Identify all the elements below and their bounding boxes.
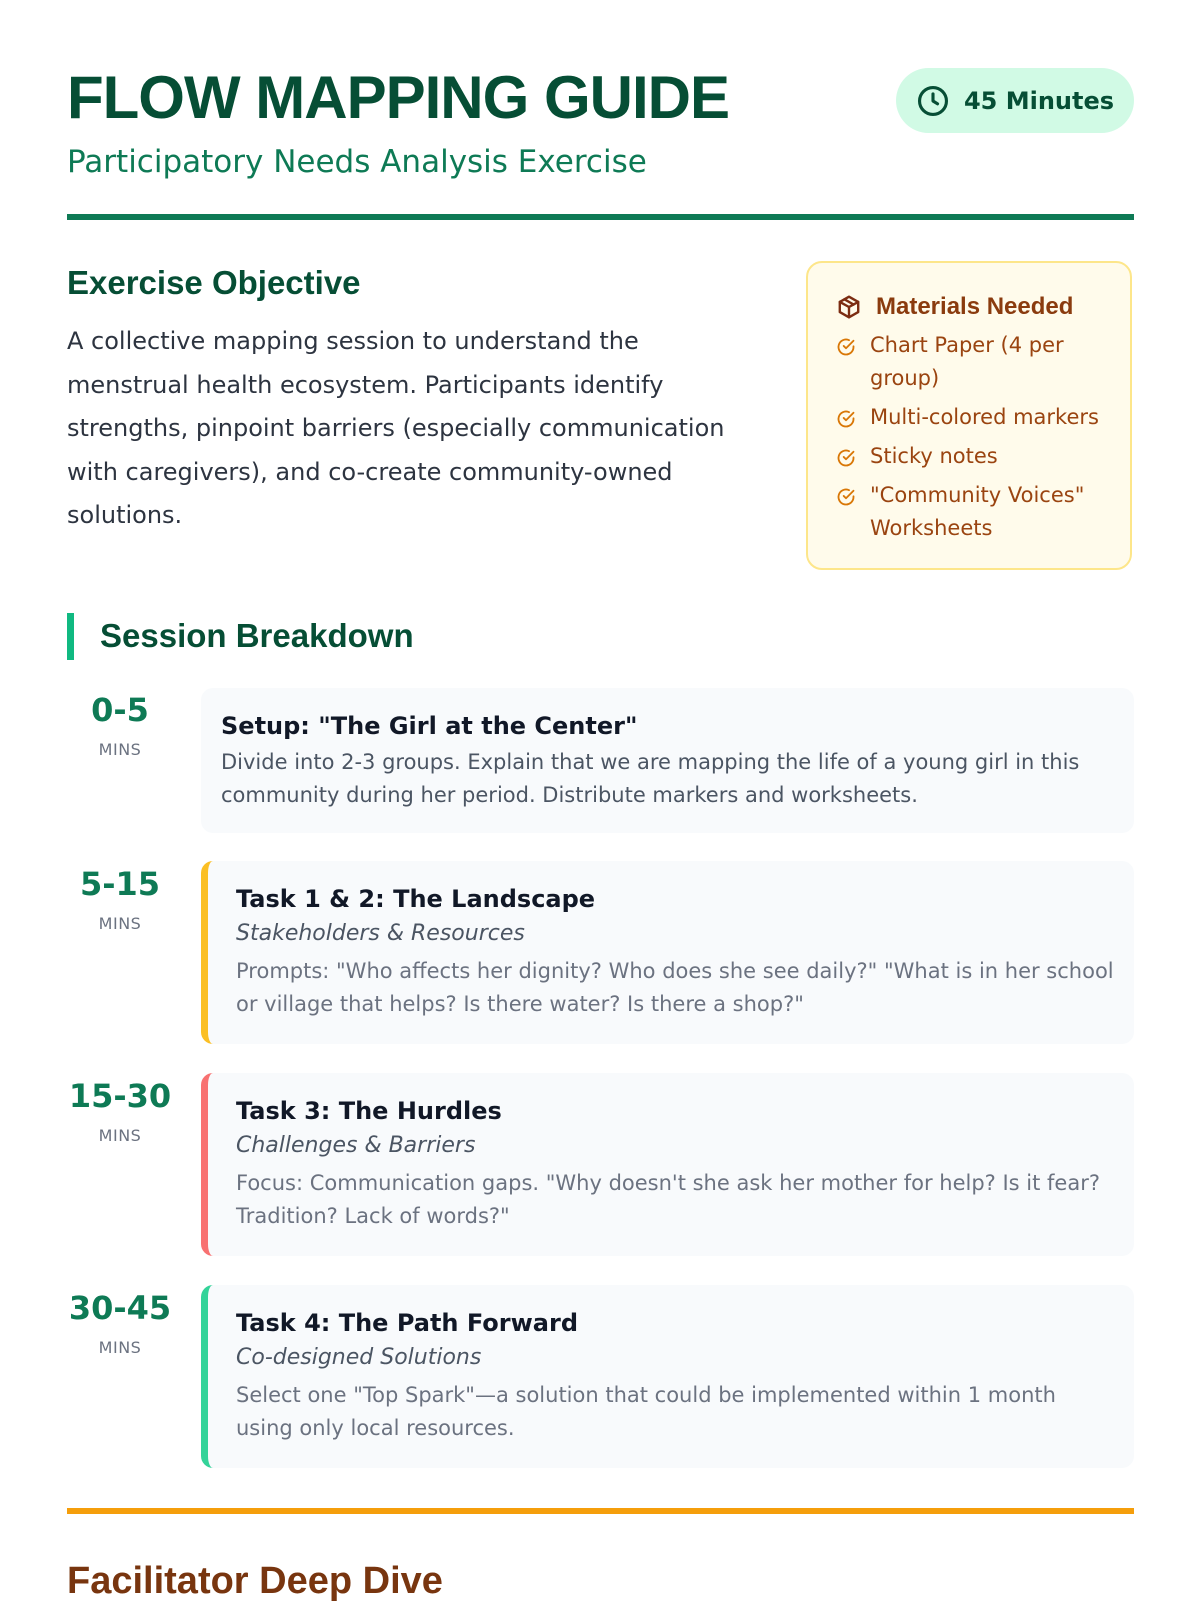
header-divider (67, 214, 1134, 220)
step-time-range: 15-30 (68, 1077, 172, 1115)
step-card-landscape (201, 861, 1134, 1044)
check-circle-icon (836, 487, 856, 507)
step-card-path-forward (201, 1285, 1134, 1468)
materials-item-label: Chart Paper (4 per group) (870, 333, 1064, 390)
session-heading: Session Breakdown (100, 617, 414, 654)
materials-title (836, 289, 1130, 325)
objective-heading: Exercise Objective (67, 264, 361, 301)
materials-item-label: Sticky notes (870, 444, 998, 468)
step-title: Task 3: The Hurdles (236, 1097, 502, 1125)
step-title: Task 4: The Path Forward (236, 1309, 578, 1337)
step-card-hurdles (201, 1073, 1134, 1256)
section-divider (67, 1508, 1134, 1514)
materials-item-label: "Community Voices" Worksheets (870, 483, 1085, 540)
materials-item-label: Multi-colored markers (870, 405, 1099, 429)
page-subtitle: Participatory Needs Analysis Exercise (67, 144, 647, 180)
materials-list (836, 329, 1130, 545)
step-description: Focus: Communication gaps. "Why doesn't she ask her mother for help? Is it fear? Tradition? Lack of words?" (236, 1171, 1100, 1228)
step-card-setup (201, 688, 1134, 833)
materials-item (836, 401, 1130, 434)
step-time-unit: MINS (98, 1126, 142, 1145)
materials-panel (806, 261, 1132, 570)
deep-dive-heading: Facilitator Deep Dive (67, 1560, 443, 1602)
step-time-unit: MINS (98, 1338, 142, 1357)
step-subtitle: Stakeholders & Resources (236, 921, 525, 946)
step-description: Prompts: "Who affects her dignity? Who does she see daily?" "What is in her school or village that helps? Is there water? Is there a shop?" (236, 959, 1114, 1016)
check-circle-icon (836, 337, 856, 357)
step-time-range: 0-5 (91, 691, 149, 729)
step-time (60, 1288, 180, 1357)
objective-text: A collective mapping session to understand the menstrual health ecosystem. Participants identify strengths, pinpoint barriers (especially communication with caregivers), and co-create community-owned solutions. (67, 327, 725, 529)
step-time-unit: MINS (98, 914, 142, 933)
session-heading-accent-bar (67, 613, 74, 660)
step-description: Divide into 2-3 groups. Explain that we are mapping the life of a young girl in this community during her period. Distribute markers and worksheets. (221, 750, 1080, 807)
step-subtitle: Challenges & Barriers (236, 1133, 476, 1158)
page-title: FLOW MAPPING GUIDE (67, 64, 729, 131)
materials-title-label: Materials Needed (876, 293, 1074, 320)
step-title: Task 1 & 2: The Landscape (236, 885, 596, 913)
materials-item (836, 479, 1130, 545)
step-time (60, 864, 180, 933)
step-time (60, 1076, 180, 1145)
step-subtitle: Co-designed Solutions (236, 1345, 482, 1370)
materials-item (836, 329, 1130, 395)
materials-item (836, 440, 1130, 473)
clock-icon (916, 84, 950, 118)
check-circle-icon (836, 409, 856, 429)
step-time-range: 30-45 (68, 1289, 172, 1327)
check-circle-icon (836, 448, 856, 468)
step-description: Select one "Top Spark"—a solution that could be implemented within 1 month using only local resources. (236, 1383, 1056, 1440)
step-title: Setup: "The Girl at the Center" (221, 712, 638, 740)
step-time-unit: MINS (98, 740, 142, 759)
duration-badge (896, 68, 1134, 133)
duration-label: 45 Minutes (963, 86, 1115, 115)
step-time-range: 5-15 (79, 865, 161, 903)
box-icon (836, 294, 862, 320)
step-time (60, 690, 180, 759)
